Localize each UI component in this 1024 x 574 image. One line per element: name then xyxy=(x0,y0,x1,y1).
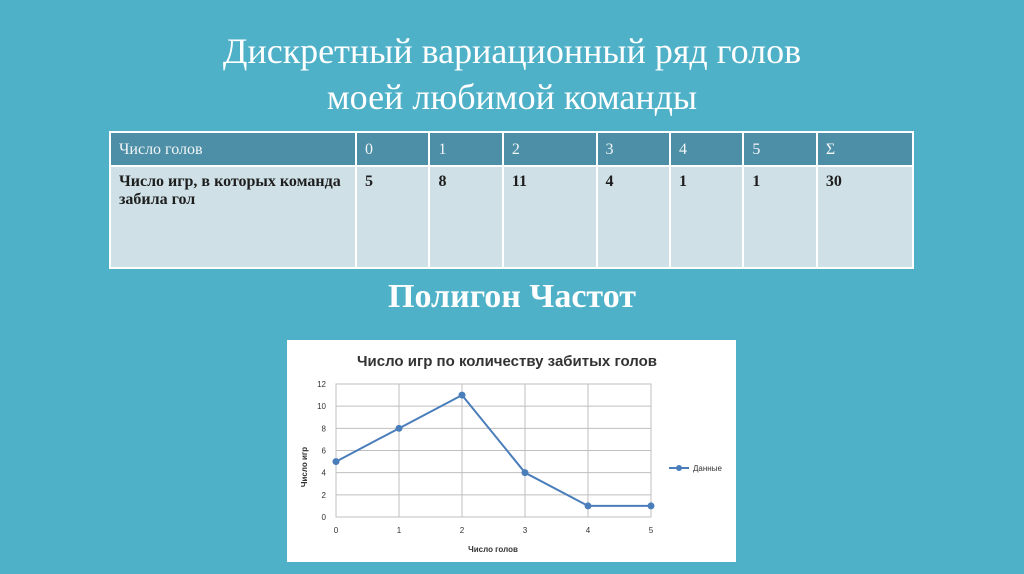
slide-title xyxy=(0,28,1024,120)
y-tick-label: 12 xyxy=(317,380,326,389)
y-tick-label: 10 xyxy=(317,402,326,412)
legend-marker xyxy=(676,465,682,471)
y-tick-label: 8 xyxy=(321,424,326,434)
table-header-cell: 4 xyxy=(670,132,743,166)
table-cell: 11 xyxy=(503,166,597,268)
y-axis-label: Число игр xyxy=(300,446,309,488)
table-header-cell: Σ xyxy=(817,132,913,166)
slide-title-line-1: Дискретный вариационный ряд голов xyxy=(222,31,802,71)
x-tick-label: 1 xyxy=(396,526,402,535)
data-point xyxy=(459,392,466,399)
x-axis-label: Число голов xyxy=(468,545,518,554)
y-tick-label: 0 xyxy=(321,513,326,522)
table-row xyxy=(110,166,913,268)
data-point xyxy=(333,458,340,465)
y-tick-label: 6 xyxy=(321,446,326,456)
chart-grid xyxy=(336,384,651,517)
frequency-table xyxy=(109,131,914,269)
table-header-cell: 5 xyxy=(743,132,816,166)
table-cell: 4 xyxy=(597,166,670,268)
table-cell: Число игр, в которых команда забила гол xyxy=(110,166,356,268)
data-point xyxy=(585,502,592,509)
chart-title: Число игр по количеству забитых голов xyxy=(356,353,658,370)
legend-label: Данные xyxy=(693,464,722,473)
x-tick-label: 3 xyxy=(522,526,528,535)
table-cell: 1 xyxy=(743,166,816,268)
table-cell: 30 xyxy=(817,166,913,268)
x-tick-label: 5 xyxy=(648,526,654,535)
section-title: Полигон Частот xyxy=(388,278,636,315)
x-axis-ticks xyxy=(334,526,654,535)
line-chart xyxy=(287,340,736,562)
table-header-cell: 3 xyxy=(597,132,670,166)
x-tick-label: 4 xyxy=(585,526,591,535)
y-tick-label: 2 xyxy=(321,490,326,500)
x-tick-label: 0 xyxy=(333,526,339,535)
table-header-cell: 1 xyxy=(429,132,502,166)
y-axis-ticks xyxy=(317,380,326,522)
table-header-cell: 0 xyxy=(356,132,429,166)
table-cell: 1 xyxy=(670,166,743,268)
table-header-cell: 2 xyxy=(503,132,597,166)
table-header-cell: Число голов xyxy=(110,132,356,166)
x-tick-label: 2 xyxy=(459,526,465,535)
slide-title-line-2: моей любимой команды xyxy=(326,77,698,117)
chart-legend xyxy=(669,464,722,473)
data-point xyxy=(396,425,403,432)
table-header-row xyxy=(110,132,913,166)
table-cell: 8 xyxy=(429,166,502,268)
table-cell: 5 xyxy=(356,166,429,268)
chart-container xyxy=(287,340,736,562)
data-point xyxy=(648,502,655,509)
y-tick-label: 4 xyxy=(321,468,326,478)
data-point xyxy=(522,469,529,476)
